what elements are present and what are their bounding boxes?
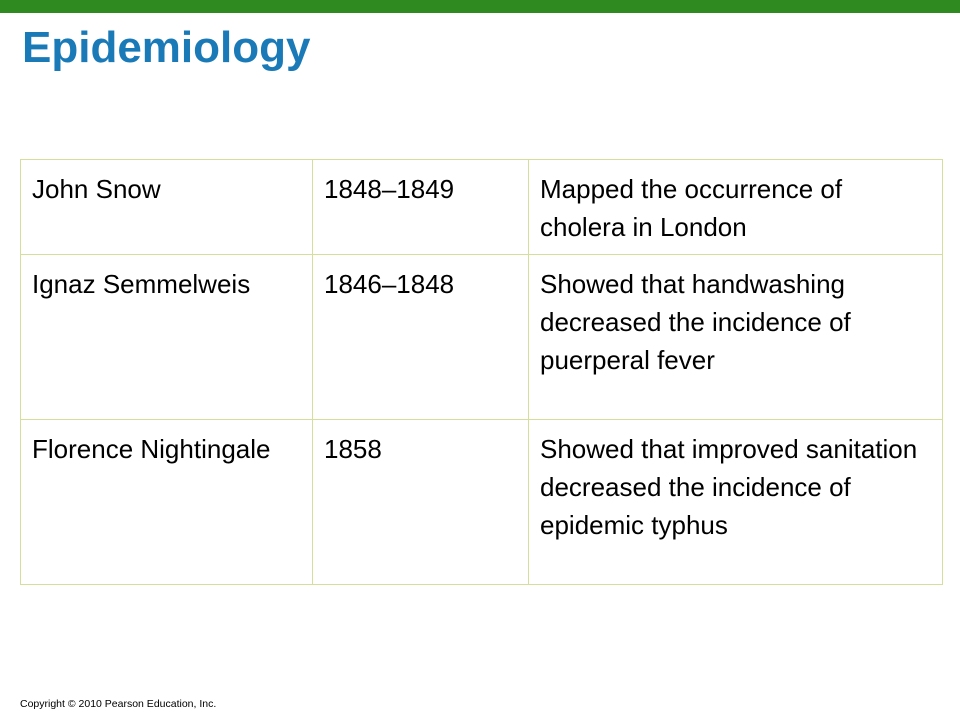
table-row — [21, 160, 943, 255]
years-cell: 1846–1848 — [313, 255, 529, 420]
scientist-name-cell: Florence Nightingale — [21, 420, 313, 585]
years-cell: 1848–1849 — [313, 160, 529, 255]
copyright-notice: Copyright © 2010 Pearson Education, Inc. — [20, 698, 217, 710]
years-cell: 1858 — [313, 420, 529, 585]
table-row — [21, 255, 943, 420]
top-accent-bar — [0, 0, 960, 13]
description-cell: Showed that handwashing decreased the incidence of puerperal fever — [529, 255, 943, 420]
description-cell: Showed that improved sanitation decreased the incidence of epidemic typhus — [529, 420, 943, 585]
epidemiology-table — [20, 159, 943, 585]
table-row — [21, 420, 943, 585]
slide-title: Epidemiology — [22, 23, 311, 72]
scientist-name-cell: John Snow — [21, 160, 313, 255]
description-cell: Mapped the occurrence of cholera in London — [529, 160, 943, 255]
scientist-name-cell: Ignaz Semmelweis — [21, 255, 313, 420]
